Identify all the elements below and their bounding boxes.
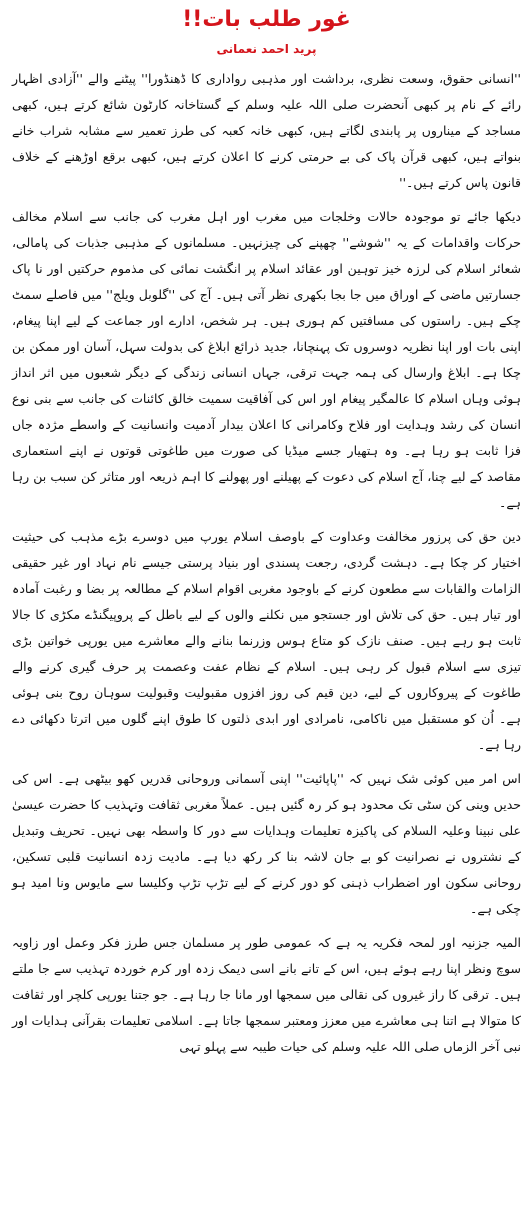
article-author: پرید احمد نعمانی — [216, 42, 317, 56]
article-title: غور طلب بات!! — [182, 7, 351, 32]
article-body — [12, 66, 521, 1060]
article-paragraph: ''انسانی حقوق، وسعت نظری، برداشت اور مذہبی رواداری کا ڈھنڈورا'' پیٹنے والے ''آزادی اظہار رائے کے نام پر کبھی آنحضرت صلی اللہ علیہ وسلم کے گستاخانہ کارٹون شائع کرتے ہیں، کبھی مساجد کے میناروں پر پابندی لگاتے ہیں، کبھی خانہ کعبہ کی طرز تعمیر سے مشابہ شراب خانے بنواتے ہیں، کبھی قرآن پاک کی بے حرمتی کرنے کا اعلان کرتے ہیں، کبھی برقع اوڑھنے کے خلاف قانون پاس کرتے ہیں۔'' — [12, 71, 521, 190]
article-paragraph: دین حق کی پرزور مخالفت وعداوت کے باوصف اسلام یورپ میں دوسرے بڑے مذہب کی حیثیت اختیار کر چکا ہے۔ دہشت گردی، رجعت پسندی اور بنیاد پرستی جیسے نام نہاد اور غیر حقیقی الزامات والقابات سے مطعون کرنے کے باوجود مغربی اقوام اسلام کے مطالعہ پر بضا و رغبت آمادہ اور تیار ہیں۔ حق کی تلاش اور جستجو میں نکلنے والوں کے لیے باطل کے پروپیگنڈے مکڑی کا جالا ثابت ہو رہے ہیں۔ صنف نازک کو متاع ہوس وزرنما بنانے والے معاشرے میں یورپی خواتین بڑی تیزی سے اسلام قبول کر رہی ہیں۔ اسلام کے نظام عفت وعصمت پر حرف گیری کرنے والے طاغوت کے پیروکاروں کے لیے، دین قیم کی روز افزوں مقبولیت وقبولیت سوہان روح بنی ہوئی ہے۔ اُن کو مستقبل میں ناکامی، نامرادی اور ابدی ذلتوں کا طوق اپنے گلوں میں اترتا دکھائی دے رہا ہے۔ — [12, 529, 521, 752]
article-paragraph: المیہ جزنیہ اور لمحہ فکریہ یہ ہے کہ عمومی طور پر مسلمان جس طرز فکر وعمل اور زاویہ سوچ ونظر اپنا رہے ہوئے ہیں، اس کے تانے بانے اسی دیمک زدہ اور کرم خوردہ تہذیب سے جا ملتے ہیں۔ ترقی کا راز غیروں کی نقالی میں سمجھا اور مانا جا رہا ہے۔ جو جتنا یورپی کلچر اور ثقافت کا متوالا ہے اتنا ہی معاشرے میں معزز ومعتبر سمجھا جاتا ہے۔ اسلامی تعلیمات بقرآنی ہدایات اور نبی آخر الزماں صلی اللہ علیہ وسلم کی حیات طیبہ سے پہلو تہی — [12, 935, 521, 1054]
article-paragraph: دیکھا جائے تو موجودہ حالات وخلجات میں مغرب اور اہل مغرب کی جانب سے اسلام مخالف حرکات واقدامات کے یہ ''شوشے'' چھپنے کی چیزنہیں۔ مسلمانوں کے مذہبی جذبات کی پامالی، شعائر اسلام کی لرزہ خیز توہین اور عقائد اسلام پر انگشت نمائی کی مذموم حرکتیں اور نا پاک جسارتیں ماضی کے اوراق میں جا بجا بکھری نظر آتی ہیں۔ آج کی ''گلوبل ویلج'' میں فاصلے سمٹ چکے ہیں۔ راستوں کی مسافتیں کم ہوری ہیں۔ ہر شخص، ادارے اور جماعت کے لیے اپنا پیغام، اپنی بات اور اپنا نظریہ دوسروں تک پہنچانا، جدید ذرائع ابلاغ کی بدولت سہل، آسان اور ممکن بن چکا ہے۔ ابلاغ وارسال کی ہمہ جہت ترقی، جہاں انسانی زندگی کے دیگر شعبوں میں اثر انداز ہوئی وہاں اسلام کا عالمگیر پیغام اور اس کی آفاقیت سمیت خالق کائنات کی جانب سے بنی نوع انسان کی رشد وہدایت اور فلاح وکامرانی کا اعلان بیدار آدمیت وانسانیت کے واسطے مژدہ جاں فزا ثابت ہو رہا ہے۔ وہ ہتھیار جسے میڈیا کی صورت میں طاغوتی قوتوں نے اپنے استعماری مقاصد کے لیے چنا، آج اسلام کی دعوت کے پھیلنے اور پھولنے کا اہم ذریعہ اور متاثر کن سبب بن رہا ہے۔ — [12, 209, 521, 510]
article-paragraph: اس امر میں کوئی شک نہیں کہ ''پاپائیت'' اپنی آسمانی وروحانی قدریں کھو بیٹھی ہے۔ اس کی حدیں وینی کن سٹی تک محدود ہو کر رہ گئیں ہیں۔ عملاً مغربی ثقافت وتہذیب کا حضرت عیسیٰ علی نبینا وعلیہ السلام کی پاکیزہ تعلیمات وہدایات سے دور کا واسطہ بھی نہیں۔ تحریف وتبدیل کے نشتروں نے نصرانیت کو بے جان لاشہ بنا کر رکھ دیا ہے۔ مادیت زدہ انسانیت قلبی تسکین، روحانی سکون اور اضطراب ذہنی کو دور کرنے کے لیے تڑپ تڑپ وکلیسا سے مایوس ونا امید ہو چکی ہے۔ — [12, 771, 521, 916]
